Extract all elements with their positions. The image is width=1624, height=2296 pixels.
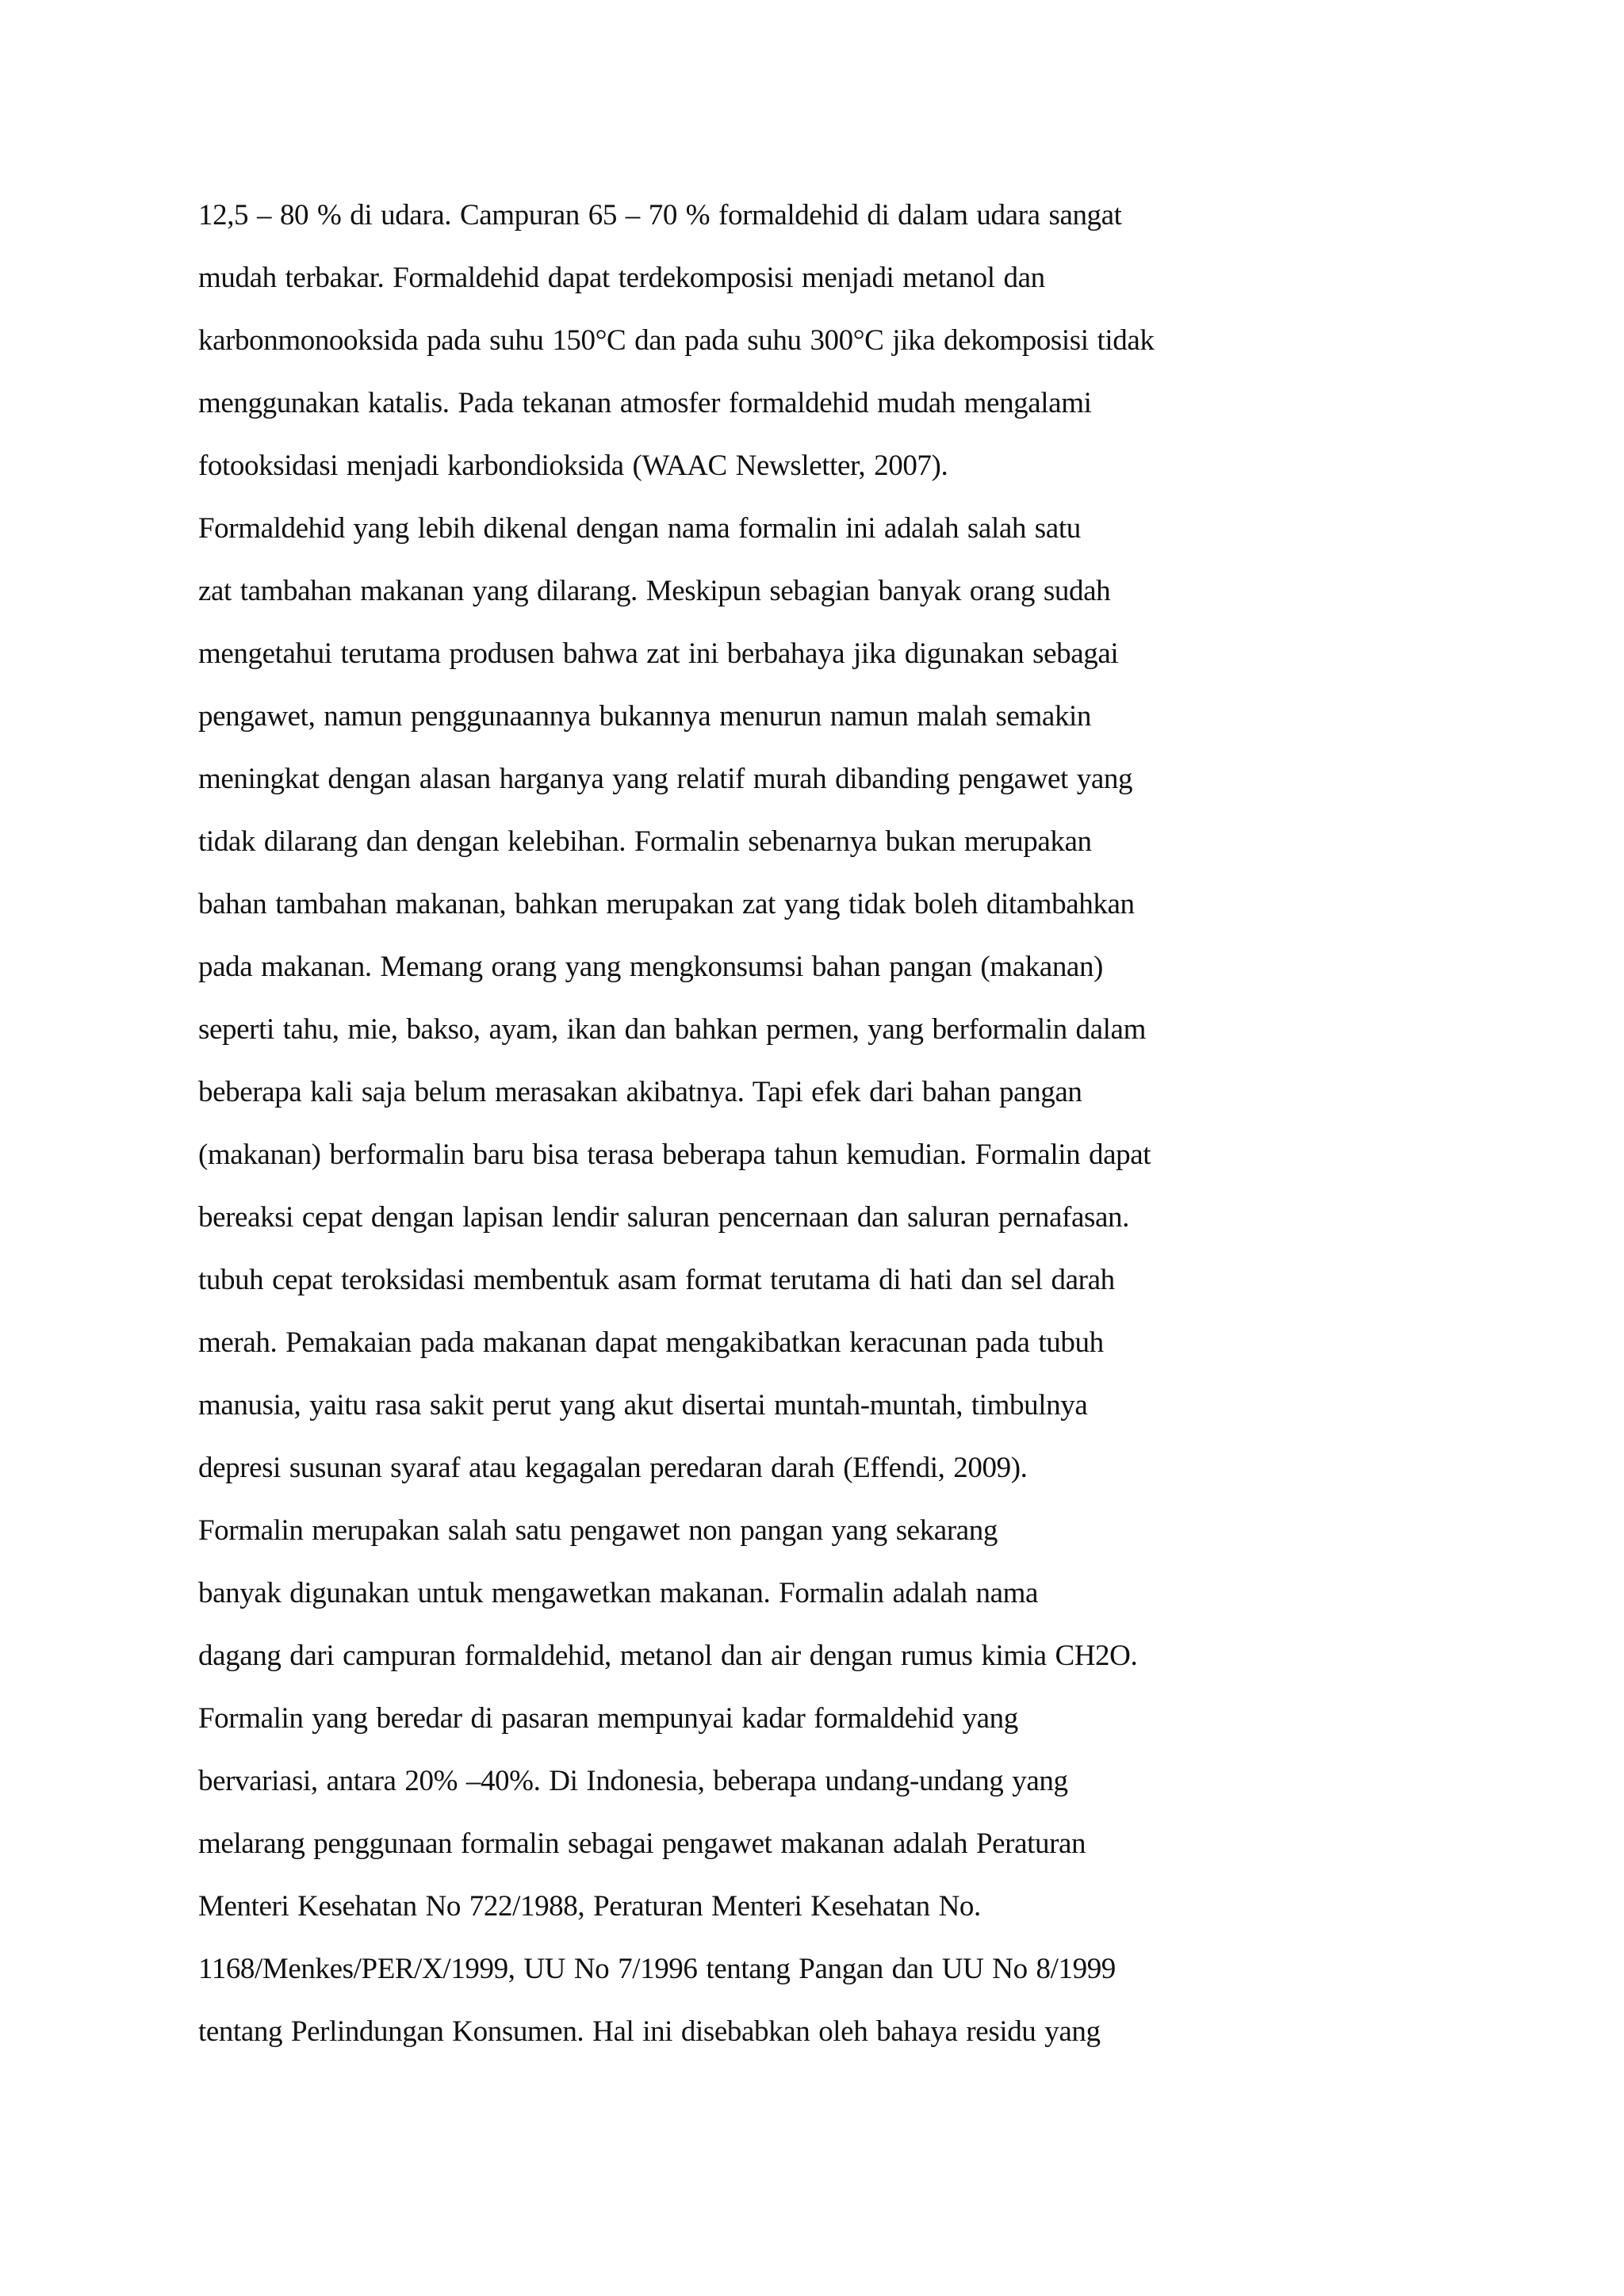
text-line: meningkat dengan alasan harganya yang relatif murah dibanding pengawet yang bbox=[198, 763, 1133, 795]
text-line: Formalin merupakan salah satu pengawet non pangan yang sekarang bbox=[198, 1514, 998, 1547]
text-line: 12,5 – 80 % di udara. Campuran 65 – 70 % formaldehid di dalam udara sangat bbox=[198, 199, 1122, 232]
text-line: Menteri Kesehatan No 722/1988, Peraturan Menteri Kesehatan No. bbox=[198, 1890, 981, 1923]
text-line: dagang dari campuran formaldehid, metanol dan air dengan rumus kimia CH2O. bbox=[198, 1640, 1138, 1672]
text-line: manusia, yaitu rasa sakit perut yang akut disertai muntah-muntah, timbulnya bbox=[198, 1389, 1088, 1422]
body-text bbox=[198, 197, 1546, 2076]
text-line: bereaksi cepat dengan lapisan lendir saluran pencernaan dan saluran pernafasan. bbox=[198, 1201, 1129, 1234]
text-line: mudah terbakar. Formaldehid dapat terdekomposisi menjadi metanol dan bbox=[198, 262, 1045, 294]
text-line: depresi susunan syaraf atau kegagalan peredaran darah (Effendi, 2009). bbox=[198, 1452, 1028, 1484]
text-line: karbonmonooksida pada suhu 150°C dan pada suhu 300°C jika dekomposisi tidak bbox=[198, 324, 1155, 357]
text-line: zat tambahan makanan yang dilarang. Meskipun sebagian banyak orang sudah bbox=[198, 575, 1111, 607]
text-line: fotooksidasi menjadi karbondioksida (WAAC Newsletter, 2007). bbox=[198, 450, 948, 482]
text-line: merah. Pemakaian pada makanan dapat mengakibatkan keracunan pada tubuh bbox=[198, 1326, 1104, 1359]
text-line: tentang Perlindungan Konsumen. Hal ini disebabkan oleh bahaya residu yang bbox=[198, 2015, 1101, 2048]
text-line: seperti tahu, mie, bakso, ayam, ikan dan bahkan permen, yang berformalin dalam bbox=[198, 1013, 1146, 1046]
text-line: (makanan) berformalin baru bisa terasa beberapa tahun kemudian. Formalin dapat bbox=[198, 1138, 1151, 1171]
text-line: mengetahui terutama produsen bahwa zat ini berbahaya jika digunakan sebagai bbox=[198, 637, 1119, 670]
text-line: pada makanan. Memang orang yang mengkonsumsi bahan pangan (makanan) bbox=[198, 951, 1103, 983]
text-line: Formaldehid yang lebih dikenal dengan nama formalin ini adalah salah satu bbox=[198, 512, 1081, 545]
text-line: tubuh cepat teroksidasi membentuk asam format terutama di hati dan sel darah bbox=[198, 1264, 1115, 1296]
text-line: beberapa kali saja belum merasakan akibatnya. Tapi efek dari bahan pangan bbox=[198, 1076, 1082, 1108]
text-line: pengawet, namun penggunaannya bukannya menurun namun malah semakin bbox=[198, 700, 1092, 733]
text-line: melarang penggunaan formalin sebagai pengawet makanan adalah Peraturan bbox=[198, 1827, 1086, 1860]
text-line: menggunakan katalis. Pada tekanan atmosfer formaldehid mudah mengalami bbox=[198, 387, 1092, 419]
text-line: 1168/Menkes/PER/X/1999, UU No 7/1996 tentang Pangan dan UU No 8/1999 bbox=[198, 1953, 1116, 1985]
text-line: Formalin yang beredar di pasaran mempunyai kadar formaldehid yang bbox=[198, 1702, 1018, 1735]
text-line: bahan tambahan makanan, bahkan merupakan zat yang tidak boleh ditambahkan bbox=[198, 888, 1135, 920]
text-line: bervariasi, antara 20% –40%. Di Indonesia, beberapa undang-undang yang bbox=[198, 1765, 1068, 1797]
text-line: banyak digunakan untuk mengawetkan makanan. Formalin adalah nama bbox=[198, 1577, 1038, 1609]
text-line: tidak dilarang dan dengan kelebihan. Formalin sebenarnya bukan merupakan bbox=[198, 825, 1092, 858]
